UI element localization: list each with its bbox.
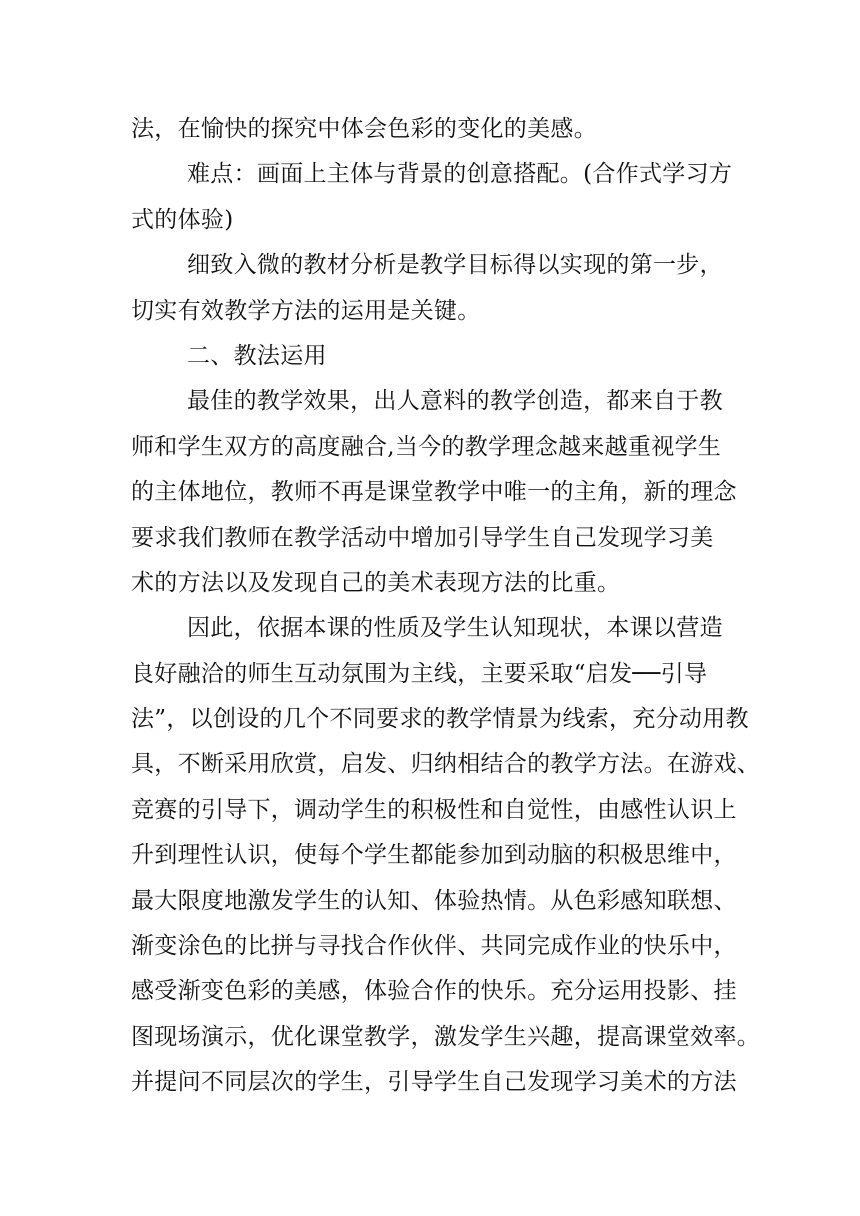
body-text: [131, 107, 761, 1106]
text-line: 感受渐变色彩的美感，体验合作的快乐。充分运用投影、挂: [131, 978, 737, 1005]
text-line: 法”，以创设的几个不同要求的教学情景为线索，充分动用教: [131, 706, 749, 733]
text-line: 要求我们教师在教学活动中增加引导学生自己发现学习美: [131, 524, 714, 551]
text-line: 图现场演示，优化课堂教学，激发学生兴趣，提高课堂效率。: [131, 1023, 761, 1050]
text-line: 切实有效教学方法的运用是关键。: [131, 297, 481, 324]
text-line: 式的体验): [131, 206, 234, 233]
text-line: 最大限度地激发学生的认知、体验热情。从色彩感知联想、: [131, 887, 737, 914]
text-line: 升到理性认识，使每个学生都能参加到动脑的积极思维中，: [131, 842, 737, 869]
text-line: 良好融洽的师生互动氛围为主线，主要采取“启发──引导: [131, 660, 708, 687]
text-line: 术的方法以及发现自己的美术表现方法的比重。: [131, 569, 621, 596]
text-line: 因此，依据本课的性质及学生认知现状，本课以营造: [187, 615, 723, 642]
text-line: 师和学生双方的高度融合,当今的教学理念越来越重视学生: [131, 433, 722, 460]
text-line: 渐变涂色的比拼与寻找合作伙伴、共同完成作业的快乐中，: [131, 933, 737, 960]
text-line: 细致入微的教材分析是教学目标得以实现的第一步，: [187, 252, 723, 279]
text-line: 的主体地位，教师不再是课堂教学中唯一的主角，新的理念: [131, 479, 737, 506]
section-heading: 二、教法运用: [187, 342, 327, 369]
text-line: 具，不断采用欣赏，启发、归纳相结合的教学方法。在游戏、: [131, 751, 761, 778]
text-line: 竞赛的引导下，调动学生的积极性和自觉性，由感性认识上: [131, 796, 737, 823]
text-line: 法，在愉快的探究中体会色彩的变化的美感。: [131, 116, 597, 142]
text-line: 难点：画面上主体与背景的创意搭配。(合作式学习方: [187, 161, 733, 188]
text-line: 最佳的教学效果，出人意料的教学创造，都来自于教: [187, 388, 723, 415]
text-line: 并提问不同层次的学生，引导学生自己发现学习美术的方法: [131, 1069, 737, 1096]
